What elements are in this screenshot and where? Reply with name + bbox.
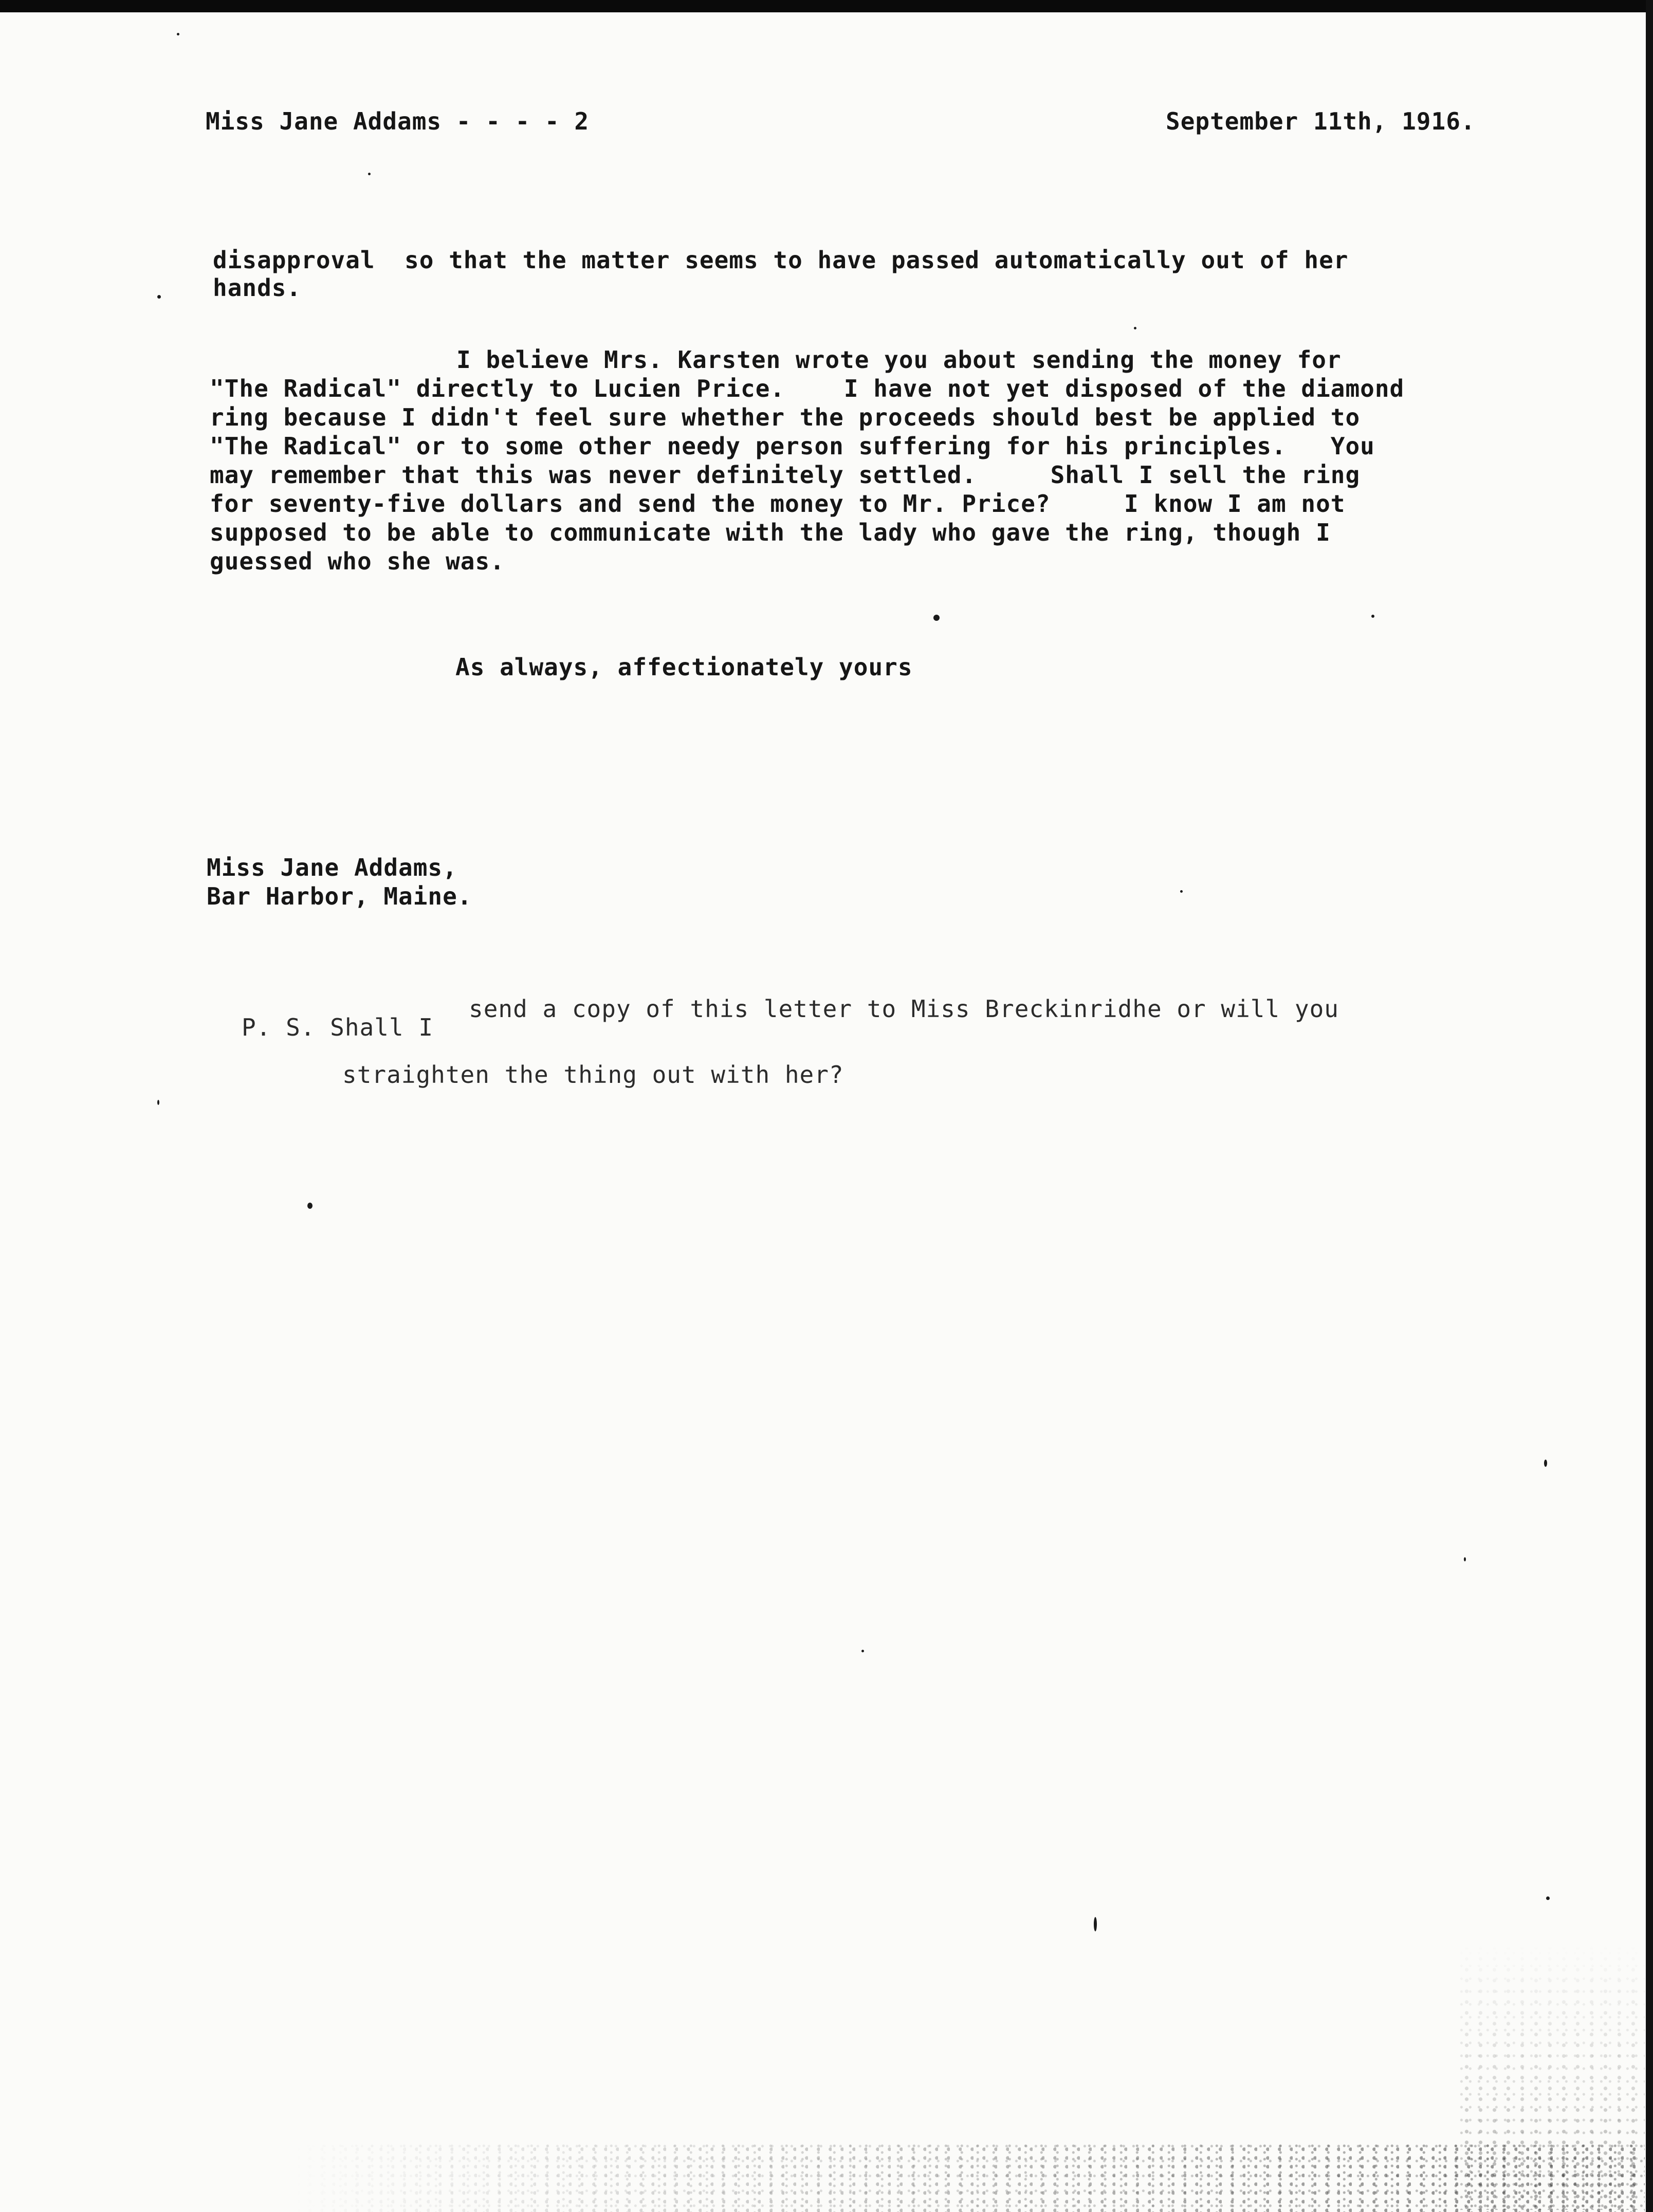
scan-speck bbox=[368, 173, 371, 175]
postscript-line: send a copy of this letter to Miss Breckinridhe or will you bbox=[469, 995, 1339, 1023]
body-line: supposed to be able to communicate with the lady who gave the ring, though I bbox=[210, 519, 1331, 546]
header-date: September 11th, 1916. bbox=[1166, 107, 1476, 135]
scan-speck bbox=[307, 1203, 313, 1209]
scan-speck bbox=[933, 615, 940, 621]
scan-noise-bottom bbox=[288, 2143, 1645, 2212]
postscript-line: straighten the thing out with her? bbox=[342, 1061, 844, 1089]
scan-speck bbox=[861, 1650, 864, 1652]
scan-speck bbox=[1464, 1557, 1466, 1561]
scan-speck bbox=[1544, 1460, 1547, 1467]
scan-speck bbox=[1180, 890, 1183, 893]
scan-border-right bbox=[1646, 0, 1653, 2212]
scan-speck bbox=[1546, 1896, 1550, 1900]
scan-speck bbox=[177, 33, 179, 35]
body-line: guessed who she was. bbox=[210, 547, 505, 575]
scan-border-top bbox=[0, 0, 1653, 12]
closing: As always, affectionately yours bbox=[455, 653, 913, 681]
scan-speck bbox=[157, 295, 161, 299]
header-recipient-page: Miss Jane Addams - - - - 2 bbox=[206, 107, 590, 135]
address-line: Miss Jane Addams, bbox=[207, 854, 457, 881]
body-line: hands. bbox=[213, 274, 302, 302]
body-line: I believe Mrs. Karsten wrote you about sending the money for bbox=[456, 346, 1342, 374]
body-line: "The Radical" directly to Lucien Price. I have not yet disposed of the diamond bbox=[210, 375, 1405, 402]
scan-speck bbox=[1094, 1917, 1097, 1931]
body-line: for seventy-five dollars and send the money to Mr. Price? I know I am not bbox=[210, 490, 1346, 518]
scan-speck bbox=[1134, 327, 1136, 329]
scan-speck bbox=[1371, 615, 1374, 618]
body-line: disapproval so that the matter seems to have passed automatically out of her bbox=[213, 246, 1349, 274]
body-line: may remember that this was never definitely settled. Shall I sell the ring bbox=[210, 461, 1361, 489]
body-line: ring because I didn't feel sure whether the proceeds should best be applied to bbox=[210, 403, 1361, 431]
body-line: "The Radical" or to some other needy person suffering for his principles. You bbox=[210, 432, 1375, 460]
address-line: Bar Harbor, Maine. bbox=[207, 882, 472, 910]
postscript-prefix: P. S. Shall I bbox=[242, 1013, 434, 1041]
scan-speck bbox=[157, 1100, 159, 1105]
